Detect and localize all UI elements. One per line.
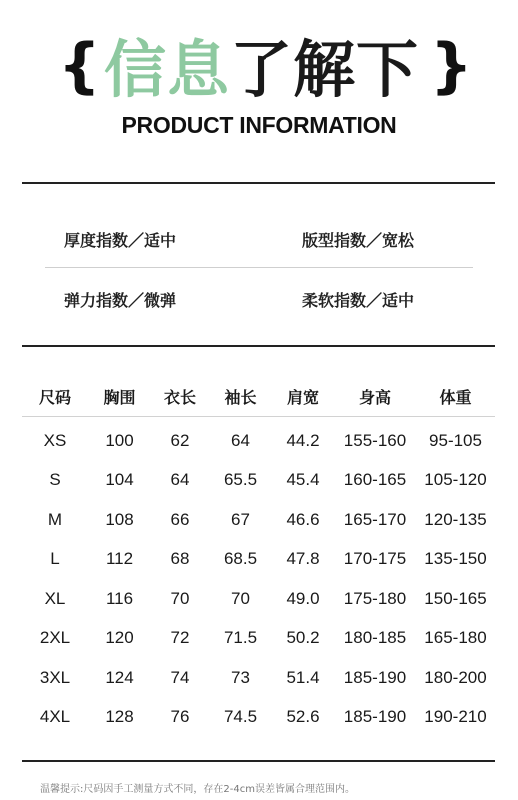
size-table [22,376,495,737]
table-cell: 120 [105,628,134,648]
bottom-divider [22,760,495,762]
table-cell: L [50,549,60,569]
table-cell: 74 [170,667,190,687]
table-cell: 50.2 [286,628,320,648]
table-cell: 120-135 [424,509,487,529]
table-row [22,500,495,540]
table-cell: 52.6 [286,707,320,727]
table-cell: 68 [170,549,190,569]
table-cell: 104 [105,470,134,490]
table-cell: XS [43,430,67,450]
header-length: 衣长 [151,376,209,417]
table-cell: 70 [170,588,190,608]
header-size: 尺码 [22,376,88,417]
table-cell: 62 [170,430,190,450]
title-green-part: 信息 [104,33,231,106]
table-row [22,540,495,580]
table-cell: 165-180 [424,628,487,648]
table-cell: 64 [231,430,250,450]
table-row [22,658,495,698]
table-cell: 135-150 [424,549,487,569]
table-cell: 180-185 [343,628,407,648]
table-cell: 66 [170,509,190,529]
table-cell: XL [44,588,66,608]
table-cell: 150-165 [424,588,487,608]
table-cell: 65.5 [223,470,258,490]
header-shoulder: 肩宽 [272,376,334,417]
table-cell: 190-210 [424,707,487,727]
left-brace: { [58,31,101,101]
table-cell: 2XL [39,628,71,648]
table-cell: 124 [105,667,134,687]
table-cell: 185-190 [343,667,407,687]
spec-thickness: 厚度指数／适中 [64,231,177,250]
table-cell: 67 [231,509,250,529]
table-cell: 44.2 [286,430,320,450]
table-cell: 51.4 [286,667,320,687]
table-cell: 68.5 [223,549,258,569]
table-cell: 112 [105,549,134,569]
table-cell: 74.5 [223,707,258,727]
title-dark-part: 了解下 [230,33,420,106]
table-cell: 45.4 [286,470,320,490]
top-divider [22,182,495,184]
spec-elasticity: 弹力指数／微弹 [64,291,177,310]
page-title [104,30,424,110]
header-weight: 体重 [416,376,495,417]
table-cell: 73 [231,667,250,687]
table-cell: 3XL [39,667,71,687]
header-sleeve: 袖长 [209,376,272,417]
spec-divider [45,267,473,268]
table-cell: M [47,509,63,529]
table-cell: 95-105 [429,430,482,450]
table-cell: 4XL [39,707,71,727]
table-cell: 128 [105,707,134,727]
table-cell: 49.0 [286,588,320,608]
table-cell: 155-160 [343,430,407,450]
table-cell: 70 [231,588,250,608]
table-cell: 108 [105,509,134,529]
table-cell: 180-200 [424,667,487,687]
table-cell: 160-165 [343,470,407,490]
table-cell: 105-120 [424,470,487,490]
table-row [22,619,495,659]
table-cell: 76 [170,707,190,727]
table-row [22,417,495,461]
page-subtitle: PRODUCT INFORMATION [121,112,397,138]
table-cell: S [49,470,61,490]
spec-softness: 柔软指数／适中 [302,291,415,310]
table-cell: 46.6 [286,509,320,529]
table-row [22,698,495,738]
table-cell: 64 [170,470,190,490]
header [0,30,518,110]
table-row [22,461,495,501]
size-table-header-row [22,376,495,417]
header-height: 身高 [334,376,416,417]
table-cell: 165-170 [343,509,407,529]
table-row [22,579,495,619]
measurement-note: 温馨提示:尺码因手工测量方式不同，存在2-4cm误差皆属合理范围内。 [40,784,355,795]
table-cell: 47.8 [286,549,320,569]
table-cell: 170-175 [343,549,407,569]
table-cell: 185-190 [343,707,407,727]
spec-fit: 版型指数／宽松 [302,231,415,250]
table-cell: 100 [105,430,134,450]
middle-divider [22,345,495,347]
table-cell: 71.5 [223,628,258,648]
right-brace: } [430,31,473,101]
header-chest: 胸围 [88,376,151,417]
table-cell: 72 [170,628,190,648]
table-cell: 175-180 [343,588,407,608]
table-cell: 116 [105,588,134,608]
